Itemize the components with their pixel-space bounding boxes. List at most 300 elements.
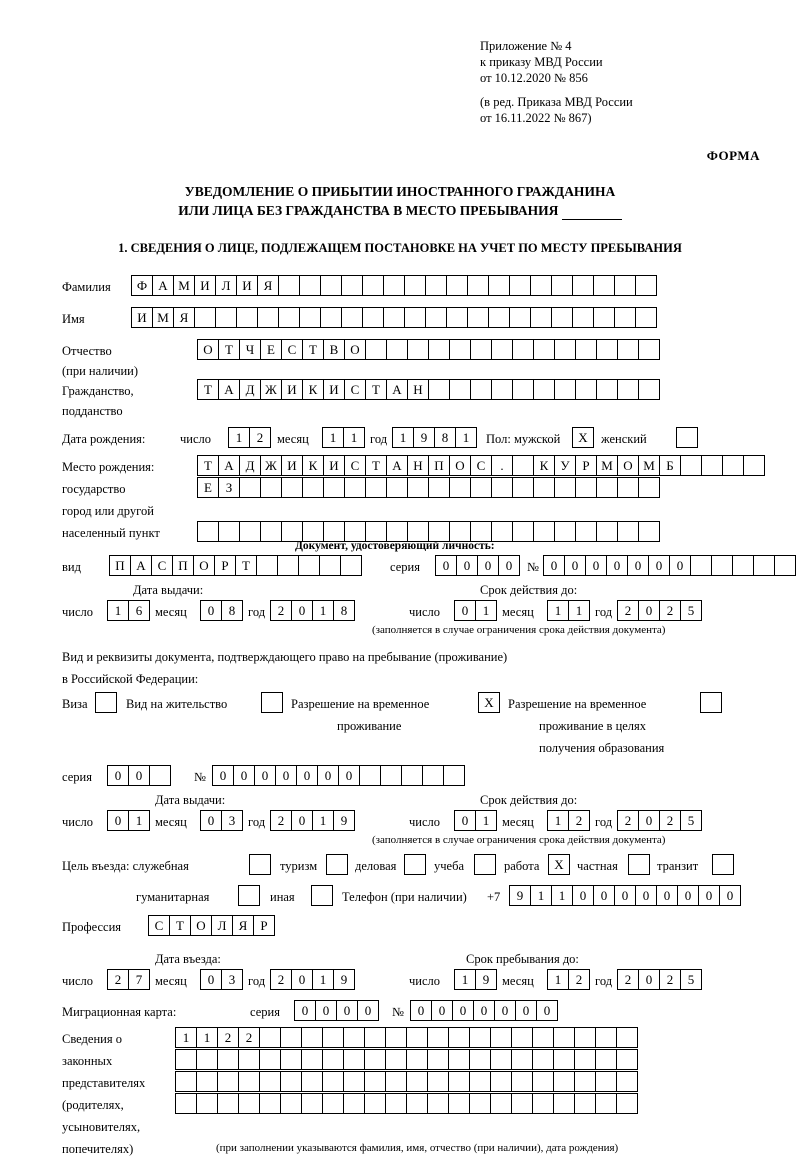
cell[interactable]: 0 bbox=[498, 555, 520, 576]
field-phone[interactable] bbox=[509, 885, 741, 906]
cell[interactable] bbox=[511, 1027, 533, 1048]
cell[interactable] bbox=[404, 275, 426, 296]
cell[interactable] bbox=[277, 555, 299, 576]
field-permit-series[interactable] bbox=[107, 765, 171, 786]
cell[interactable] bbox=[449, 379, 471, 400]
cell[interactable]: 0 bbox=[698, 885, 720, 906]
cell[interactable]: 0 bbox=[107, 810, 129, 831]
cell[interactable] bbox=[554, 379, 576, 400]
cell[interactable] bbox=[238, 1049, 260, 1070]
cell[interactable]: Т bbox=[197, 455, 219, 476]
cell[interactable] bbox=[341, 275, 363, 296]
field-permit-valid-year[interactable] bbox=[617, 810, 702, 831]
cell[interactable]: 0 bbox=[543, 555, 565, 576]
cell[interactable] bbox=[532, 1027, 554, 1048]
cell[interactable] bbox=[491, 339, 513, 360]
field-profession[interactable] bbox=[148, 915, 275, 936]
field-entry-day[interactable] bbox=[107, 969, 150, 990]
cell[interactable] bbox=[469, 1093, 491, 1114]
cell[interactable]: 9 bbox=[509, 885, 531, 906]
cell[interactable]: 1 bbox=[454, 969, 476, 990]
cell[interactable] bbox=[488, 307, 510, 328]
field-permit-valid-month[interactable] bbox=[547, 810, 590, 831]
cell[interactable]: 1 bbox=[547, 810, 569, 831]
cell[interactable]: 1 bbox=[551, 885, 573, 906]
cell[interactable] bbox=[215, 307, 237, 328]
cell[interactable]: 0 bbox=[200, 600, 222, 621]
cell[interactable] bbox=[488, 275, 510, 296]
cell[interactable] bbox=[301, 1093, 323, 1114]
cell[interactable] bbox=[364, 1049, 386, 1070]
cell[interactable]: К bbox=[302, 455, 324, 476]
cell[interactable] bbox=[574, 1093, 596, 1114]
cell[interactable] bbox=[341, 307, 363, 328]
cell[interactable]: 0 bbox=[648, 555, 670, 576]
cell[interactable]: 1 bbox=[568, 600, 590, 621]
cell[interactable]: Ж bbox=[260, 455, 282, 476]
cell[interactable] bbox=[406, 1049, 428, 1070]
cell[interactable]: . bbox=[491, 455, 513, 476]
field-entry-month[interactable] bbox=[200, 969, 243, 990]
cell[interactable]: 0 bbox=[564, 555, 586, 576]
cell[interactable]: И bbox=[323, 455, 345, 476]
cell[interactable]: 3 bbox=[221, 810, 243, 831]
cell[interactable] bbox=[280, 1093, 302, 1114]
cell[interactable]: П bbox=[109, 555, 131, 576]
cell[interactable]: В bbox=[323, 339, 345, 360]
cell[interactable] bbox=[386, 521, 408, 542]
cell[interactable]: 2 bbox=[217, 1027, 239, 1048]
cell[interactable]: С bbox=[344, 379, 366, 400]
cell[interactable]: М bbox=[152, 307, 174, 328]
cell[interactable] bbox=[638, 477, 660, 498]
cell[interactable]: 1 bbox=[107, 600, 129, 621]
cell[interactable] bbox=[197, 521, 219, 542]
cell[interactable] bbox=[236, 307, 258, 328]
field-permit-valid-day[interactable] bbox=[454, 810, 497, 831]
cell[interactable]: 1 bbox=[530, 885, 552, 906]
field-surname[interactable] bbox=[131, 275, 657, 296]
cell[interactable]: С bbox=[148, 915, 170, 936]
cell[interactable]: С bbox=[281, 339, 303, 360]
cell[interactable] bbox=[364, 1027, 386, 1048]
cell[interactable]: А bbox=[218, 379, 240, 400]
cell[interactable]: 2 bbox=[270, 810, 292, 831]
cell[interactable]: Е bbox=[197, 477, 219, 498]
field-migration-series[interactable] bbox=[294, 1000, 379, 1021]
field-birth-place-row-3[interactable] bbox=[197, 521, 660, 542]
cell[interactable] bbox=[281, 521, 303, 542]
cell[interactable]: Л bbox=[211, 915, 233, 936]
checkbox-purpose-private[interactable] bbox=[628, 854, 650, 875]
cell[interactable]: 2 bbox=[659, 810, 681, 831]
cell[interactable] bbox=[711, 555, 733, 576]
cell[interactable]: 0 bbox=[233, 765, 255, 786]
cell[interactable]: О bbox=[190, 915, 212, 936]
cell[interactable]: 1 bbox=[455, 427, 477, 448]
cell[interactable]: И bbox=[194, 275, 216, 296]
field-birth-year[interactable] bbox=[392, 427, 477, 448]
cell[interactable]: 1 bbox=[175, 1027, 197, 1048]
cell[interactable] bbox=[385, 1027, 407, 1048]
field-citizenship[interactable] bbox=[197, 379, 660, 400]
cell[interactable] bbox=[449, 477, 471, 498]
checkbox-purpose-business[interactable] bbox=[404, 854, 426, 875]
cell[interactable]: 8 bbox=[221, 600, 243, 621]
cell[interactable]: 0 bbox=[315, 1000, 337, 1021]
cell[interactable]: Т bbox=[302, 339, 324, 360]
cell[interactable] bbox=[404, 307, 426, 328]
cell[interactable] bbox=[616, 1027, 638, 1048]
cell[interactable]: 2 bbox=[617, 810, 639, 831]
cell[interactable] bbox=[359, 765, 381, 786]
cell[interactable]: 6 bbox=[128, 600, 150, 621]
cell[interactable] bbox=[617, 477, 639, 498]
cell[interactable] bbox=[322, 1049, 344, 1070]
field-doc-kind[interactable] bbox=[109, 555, 362, 576]
cell[interactable] bbox=[553, 1027, 575, 1048]
cell[interactable] bbox=[217, 1049, 239, 1070]
cell[interactable] bbox=[302, 521, 324, 542]
cell[interactable] bbox=[427, 1093, 449, 1114]
field-permit-issue-month[interactable] bbox=[200, 810, 243, 831]
cell[interactable]: 0 bbox=[454, 600, 476, 621]
cell[interactable]: 0 bbox=[635, 885, 657, 906]
cell[interactable]: 8 bbox=[333, 600, 355, 621]
field-entry-year[interactable] bbox=[270, 969, 355, 990]
cell[interactable]: 0 bbox=[536, 1000, 558, 1021]
cell[interactable]: И bbox=[236, 275, 258, 296]
cell[interactable] bbox=[343, 1049, 365, 1070]
cell[interactable] bbox=[217, 1093, 239, 1114]
field-valid-month[interactable] bbox=[547, 600, 590, 621]
cell[interactable]: 0 bbox=[431, 1000, 453, 1021]
cell[interactable] bbox=[380, 765, 402, 786]
cell[interactable] bbox=[512, 455, 534, 476]
cell[interactable] bbox=[362, 275, 384, 296]
cell[interactable]: 7 bbox=[128, 969, 150, 990]
cell[interactable]: 0 bbox=[638, 810, 660, 831]
cell[interactable] bbox=[575, 477, 597, 498]
cell[interactable]: С bbox=[470, 455, 492, 476]
cell[interactable] bbox=[553, 1093, 575, 1114]
cell[interactable]: 0 bbox=[638, 969, 660, 990]
cell[interactable] bbox=[443, 765, 465, 786]
cell[interactable]: И bbox=[323, 379, 345, 400]
cell[interactable] bbox=[469, 1071, 491, 1092]
cell[interactable]: 2 bbox=[617, 600, 639, 621]
cell[interactable] bbox=[743, 455, 765, 476]
field-birth-place-row-1[interactable] bbox=[197, 455, 765, 476]
cell[interactable]: 0 bbox=[456, 555, 478, 576]
cell[interactable] bbox=[596, 477, 618, 498]
cell[interactable] bbox=[596, 521, 618, 542]
cell[interactable]: О bbox=[617, 455, 639, 476]
cell[interactable] bbox=[509, 275, 531, 296]
cell[interactable]: 0 bbox=[614, 885, 636, 906]
cell[interactable]: К bbox=[302, 379, 324, 400]
cell[interactable] bbox=[554, 477, 576, 498]
cell[interactable]: И bbox=[281, 379, 303, 400]
cell[interactable] bbox=[554, 521, 576, 542]
cell[interactable] bbox=[428, 521, 450, 542]
cell[interactable]: 5 bbox=[680, 810, 702, 831]
cell[interactable] bbox=[638, 521, 660, 542]
cell[interactable] bbox=[427, 1027, 449, 1048]
cell[interactable] bbox=[449, 339, 471, 360]
field-doc-number[interactable] bbox=[543, 555, 796, 576]
cell[interactable] bbox=[616, 1093, 638, 1114]
cell[interactable]: Т bbox=[365, 455, 387, 476]
cell[interactable] bbox=[532, 1049, 554, 1070]
cell[interactable] bbox=[260, 521, 282, 542]
cell[interactable] bbox=[196, 1093, 218, 1114]
cell[interactable] bbox=[511, 1049, 533, 1070]
cell[interactable] bbox=[614, 275, 636, 296]
cell[interactable]: М bbox=[173, 275, 195, 296]
field-permit-issue-year[interactable] bbox=[270, 810, 355, 831]
cell[interactable] bbox=[299, 307, 321, 328]
cell[interactable]: 1 bbox=[312, 810, 334, 831]
cell[interactable]: 0 bbox=[410, 1000, 432, 1021]
cell[interactable] bbox=[512, 379, 534, 400]
cell[interactable]: 1 bbox=[475, 600, 497, 621]
field-legal-row-2[interactable] bbox=[175, 1049, 638, 1070]
cell[interactable] bbox=[575, 379, 597, 400]
cell[interactable]: 0 bbox=[435, 555, 457, 576]
cell[interactable]: Т bbox=[169, 915, 191, 936]
cell[interactable]: 0 bbox=[200, 810, 222, 831]
field-birth-day[interactable] bbox=[228, 427, 271, 448]
cell[interactable]: 0 bbox=[338, 765, 360, 786]
checkbox-visa[interactable] bbox=[95, 692, 117, 713]
cell[interactable] bbox=[512, 339, 534, 360]
cell[interactable] bbox=[593, 307, 615, 328]
cell[interactable] bbox=[407, 521, 429, 542]
cell[interactable]: Е bbox=[260, 339, 282, 360]
cell[interactable]: 0 bbox=[275, 765, 297, 786]
cell[interactable]: 0 bbox=[656, 885, 678, 906]
cell[interactable]: 0 bbox=[669, 555, 691, 576]
cell[interactable] bbox=[217, 1071, 239, 1092]
cell[interactable]: П bbox=[428, 455, 450, 476]
cell[interactable]: 0 bbox=[336, 1000, 358, 1021]
cell[interactable] bbox=[470, 379, 492, 400]
cell[interactable] bbox=[491, 477, 513, 498]
cell[interactable]: 0 bbox=[454, 810, 476, 831]
cell[interactable] bbox=[595, 1071, 617, 1092]
cell[interactable] bbox=[490, 1071, 512, 1092]
cell[interactable] bbox=[530, 275, 552, 296]
cell[interactable]: Р bbox=[214, 555, 236, 576]
cell[interactable] bbox=[406, 1027, 428, 1048]
cell[interactable] bbox=[469, 1049, 491, 1070]
cell[interactable] bbox=[301, 1027, 323, 1048]
cell[interactable]: 1 bbox=[196, 1027, 218, 1048]
cell[interactable] bbox=[575, 521, 597, 542]
cell[interactable]: 0 bbox=[585, 555, 607, 576]
cell[interactable] bbox=[280, 1071, 302, 1092]
cell[interactable]: 2 bbox=[617, 969, 639, 990]
cell[interactable] bbox=[574, 1049, 596, 1070]
cell[interactable] bbox=[175, 1093, 197, 1114]
field-birth-place-row-2[interactable] bbox=[197, 477, 660, 498]
cell[interactable] bbox=[425, 275, 447, 296]
cell[interactable] bbox=[343, 1071, 365, 1092]
cell[interactable]: 1 bbox=[312, 600, 334, 621]
cell[interactable]: Т bbox=[218, 339, 240, 360]
cell[interactable] bbox=[259, 1093, 281, 1114]
cell[interactable] bbox=[257, 307, 279, 328]
cell[interactable]: 0 bbox=[291, 969, 313, 990]
cell[interactable]: А bbox=[152, 275, 174, 296]
cell[interactable] bbox=[491, 379, 513, 400]
cell[interactable] bbox=[593, 275, 615, 296]
cell[interactable]: 9 bbox=[333, 969, 355, 990]
cell[interactable] bbox=[732, 555, 754, 576]
cell[interactable]: 0 bbox=[627, 555, 649, 576]
cell[interactable] bbox=[280, 1027, 302, 1048]
cell[interactable]: 5 bbox=[680, 600, 702, 621]
cell[interactable] bbox=[617, 379, 639, 400]
cell[interactable]: 0 bbox=[296, 765, 318, 786]
cell[interactable] bbox=[194, 307, 216, 328]
cell[interactable] bbox=[575, 339, 597, 360]
cell[interactable] bbox=[532, 1071, 554, 1092]
cell[interactable]: Д bbox=[239, 379, 261, 400]
cell[interactable] bbox=[470, 521, 492, 542]
field-legal-row-4[interactable] bbox=[175, 1093, 638, 1114]
cell[interactable] bbox=[322, 1093, 344, 1114]
cell[interactable] bbox=[259, 1049, 281, 1070]
cell[interactable]: Я bbox=[173, 307, 195, 328]
cell[interactable]: 1 bbox=[128, 810, 150, 831]
cell[interactable]: 0 bbox=[452, 1000, 474, 1021]
cell[interactable]: 0 bbox=[317, 765, 339, 786]
checkbox-sex-male[interactable]: X bbox=[572, 427, 594, 448]
cell[interactable] bbox=[319, 555, 341, 576]
cell[interactable] bbox=[617, 339, 639, 360]
cell[interactable] bbox=[362, 307, 384, 328]
cell[interactable] bbox=[446, 307, 468, 328]
cell[interactable]: 0 bbox=[357, 1000, 379, 1021]
cell[interactable]: 0 bbox=[291, 600, 313, 621]
cell[interactable] bbox=[322, 1027, 344, 1048]
cell[interactable] bbox=[196, 1071, 218, 1092]
cell[interactable]: 0 bbox=[473, 1000, 495, 1021]
cell[interactable] bbox=[365, 521, 387, 542]
cell[interactable]: К bbox=[533, 455, 555, 476]
cell[interactable]: 0 bbox=[291, 810, 313, 831]
cell[interactable]: М bbox=[638, 455, 660, 476]
cell[interactable] bbox=[574, 1027, 596, 1048]
cell[interactable]: 0 bbox=[638, 600, 660, 621]
checkbox-sex-female[interactable] bbox=[676, 427, 698, 448]
cell[interactable]: Р bbox=[253, 915, 275, 936]
cell[interactable]: 0 bbox=[254, 765, 276, 786]
cell[interactable]: 0 bbox=[719, 885, 741, 906]
cell[interactable]: 0 bbox=[128, 765, 150, 786]
cell[interactable] bbox=[774, 555, 796, 576]
checkbox-purpose-transit[interactable] bbox=[712, 854, 734, 875]
cell[interactable] bbox=[386, 339, 408, 360]
cell[interactable]: О bbox=[344, 339, 366, 360]
field-stay-year[interactable] bbox=[617, 969, 702, 990]
cell[interactable]: 2 bbox=[107, 969, 129, 990]
cell[interactable]: О bbox=[197, 339, 219, 360]
cell[interactable]: Я bbox=[232, 915, 254, 936]
cell[interactable] bbox=[364, 1093, 386, 1114]
cell[interactable]: 0 bbox=[572, 885, 594, 906]
cell[interactable] bbox=[428, 379, 450, 400]
cell[interactable] bbox=[595, 1027, 617, 1048]
cell[interactable]: 2 bbox=[270, 969, 292, 990]
cell[interactable] bbox=[320, 307, 342, 328]
cell[interactable] bbox=[448, 1093, 470, 1114]
cell[interactable] bbox=[422, 765, 444, 786]
field-legal-row-1[interactable] bbox=[175, 1027, 638, 1048]
cell[interactable]: 0 bbox=[515, 1000, 537, 1021]
cell[interactable] bbox=[470, 339, 492, 360]
cell[interactable] bbox=[238, 1071, 260, 1092]
cell[interactable]: П bbox=[172, 555, 194, 576]
cell[interactable] bbox=[446, 275, 468, 296]
cell[interactable]: И bbox=[281, 455, 303, 476]
cell[interactable] bbox=[259, 1071, 281, 1092]
cell[interactable]: С bbox=[344, 455, 366, 476]
checkbox-residence-permit[interactable] bbox=[261, 692, 283, 713]
cell[interactable] bbox=[260, 477, 282, 498]
cell[interactable] bbox=[385, 1071, 407, 1092]
checkbox-temp-residence[interactable]: X bbox=[478, 692, 500, 713]
cell[interactable] bbox=[617, 521, 639, 542]
cell[interactable] bbox=[401, 765, 423, 786]
cell[interactable] bbox=[635, 307, 657, 328]
cell[interactable]: 1 bbox=[343, 427, 365, 448]
cell[interactable] bbox=[322, 1071, 344, 1092]
field-legal-row-3[interactable] bbox=[175, 1071, 638, 1092]
cell[interactable] bbox=[280, 1049, 302, 1070]
cell[interactable] bbox=[553, 1049, 575, 1070]
cell[interactable] bbox=[533, 379, 555, 400]
cell[interactable]: 9 bbox=[333, 810, 355, 831]
cell[interactable] bbox=[690, 555, 712, 576]
cell[interactable] bbox=[638, 339, 660, 360]
cell[interactable]: 3 bbox=[221, 969, 243, 990]
cell[interactable]: Т bbox=[365, 379, 387, 400]
cell[interactable] bbox=[298, 555, 320, 576]
cell[interactable]: О bbox=[193, 555, 215, 576]
cell[interactable] bbox=[491, 521, 513, 542]
cell[interactable] bbox=[340, 555, 362, 576]
cell[interactable]: О bbox=[449, 455, 471, 476]
cell[interactable] bbox=[385, 1049, 407, 1070]
cell[interactable]: Н bbox=[407, 379, 429, 400]
field-valid-day[interactable] bbox=[454, 600, 497, 621]
cell[interactable] bbox=[278, 307, 300, 328]
cell[interactable]: Н bbox=[407, 455, 429, 476]
cell[interactable] bbox=[175, 1049, 197, 1070]
checkbox-purpose-study[interactable] bbox=[474, 854, 496, 875]
cell[interactable] bbox=[596, 339, 618, 360]
cell[interactable]: А bbox=[130, 555, 152, 576]
cell[interactable] bbox=[302, 477, 324, 498]
checkbox-purpose-work[interactable]: X bbox=[548, 854, 570, 875]
cell[interactable] bbox=[490, 1093, 512, 1114]
cell[interactable]: 5 bbox=[680, 969, 702, 990]
cell[interactable] bbox=[616, 1049, 638, 1070]
cell[interactable]: Т bbox=[197, 379, 219, 400]
